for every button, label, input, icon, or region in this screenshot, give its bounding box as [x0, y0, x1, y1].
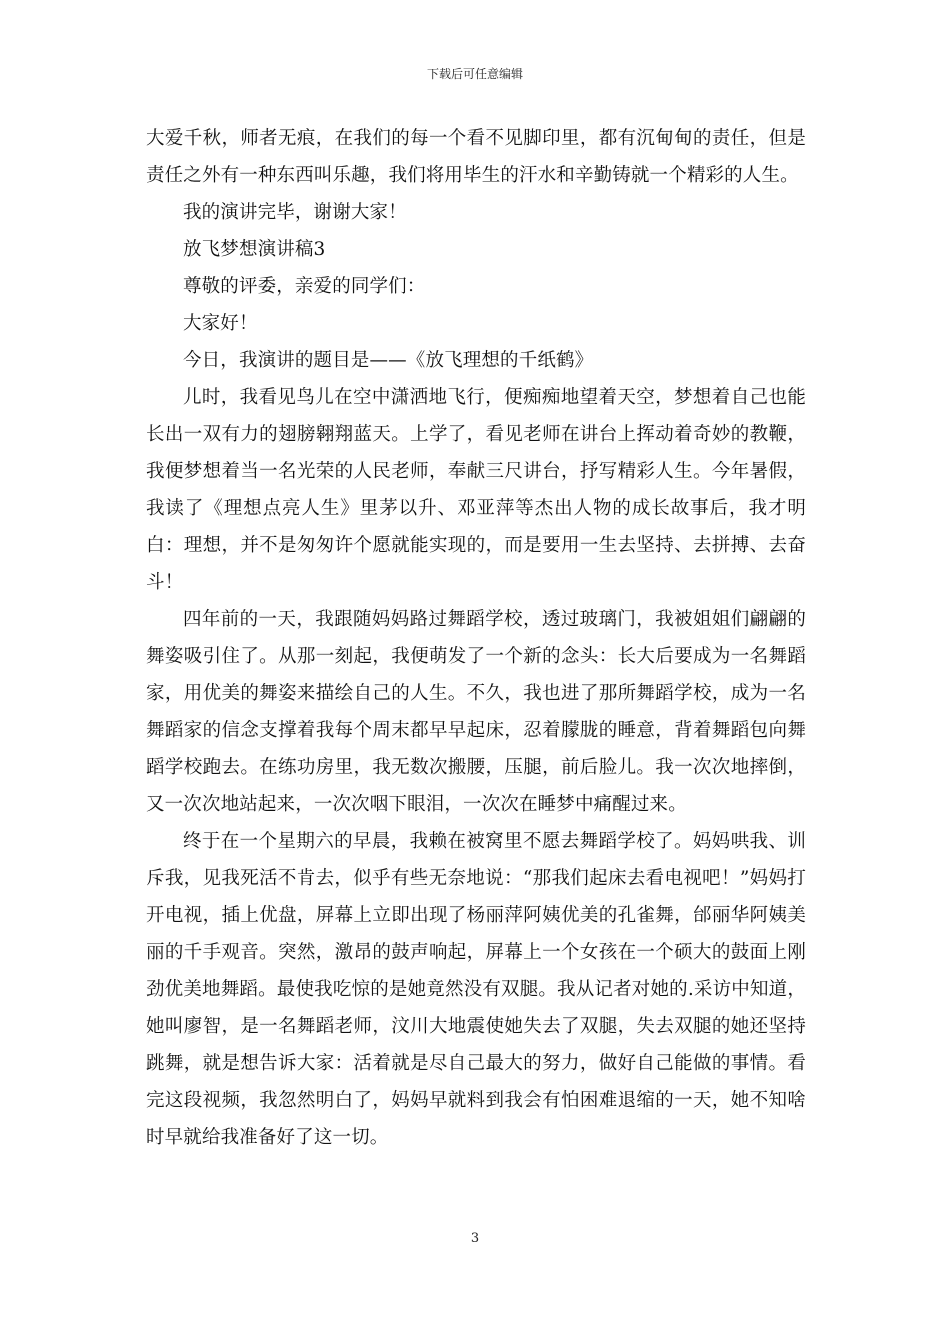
salutation: 尊敬的评委，亲爱的同学们：	[183, 276, 426, 297]
paragraph: 终于在一个星期六的早晨，我赖在被窝里不愿去舞蹈学校了。妈妈哄我、训斥我，见我死活不肯去，似乎有些无奈地说：“那我们起床去看电视吧！”妈妈打开电视，插上优盘，屏幕上立即出现了杨丽萍阿姨优美的孔雀舞，邰丽华阿姨美丽的千手观音。突然，激昂的鼓声响起，屏幕上一个女孩在一个硕大的鼓面上刚劲优美地舞蹈。最使我吃惊的是她竟然没有双腿。我从记者对她的.采访中知道，她叫廖智，是一名舞蹈老师，汶川大地震使她失去了双腿，失去双腿的她还坚持跳舞，就是想告诉大家：活着就是尽自己最大的努力，做好自己能做的事情。看完这段视频，我忽然明白了，妈妈早就料到我会有怕困难退缩的一天，她不知啥时早就给我准备好了这一切。	[146, 831, 806, 1148]
paragraph: 四年前的一天，我跟随妈妈路过舞蹈学校，透过玻璃门，我被姐姐们翩翩的舞姿吸引住了。从那一刻起，我便萌发了一个新的念头：长大后要成为一名舞蹈家，用优美的舞姿来描绘自己的人生。不久，我也进了那所舞蹈学校，成为一名舞蹈家的信念支撑着我每个周末都早早起床，忍着朦胧的睡意，背着舞蹈包向舞蹈学校跑去。在练功房里，我无数次搬腰，压腿，前后脸儿。我一次次地摔倒，又一次次地站起来，一次次咽下眼泪，一次次在睡梦中痛醒过来。	[146, 609, 806, 815]
document-body	[146, 120, 806, 1156]
greeting: 大家好！	[183, 313, 258, 334]
page-number: 3	[470, 1231, 480, 1246]
paragraph: 儿时，我看见鸟儿在空中潇洒地飞行，便痴痴地望着天空，梦想着自己也能长出一双有力的翅膀翱翔蓝天。上学了，看见老师在讲台上挥动着奇妙的教鞭，我便梦想着当一名光荣的人民老师，奉献三尺讲台，抒写精彩人生。今年暑假，我读了《理想点亮人生》里茅以升、邓亚萍等杰出人物的成长故事后，我才明白：理想，并不是匆匆许个愿就能实现的，而是要用一生去坚持、去拼搏、去奋斗！	[146, 387, 806, 593]
paragraph: 我的演讲完毕，谢谢大家！	[183, 202, 407, 223]
speech-topic: 今日，我演讲的题目是——《放飞理想的千纸鹤》	[183, 350, 594, 371]
page-header: 下载后可任意编辑	[426, 67, 523, 81]
paragraph: 大爱千秋，师者无痕，在我们的每一个看不见脚印里，都有沉甸甸的责任，但是责任之外有一种东西叫乐趣，我们将用毕生的汗水和辛勤铸就一个精彩的人生。	[146, 128, 806, 186]
section-title: 放飞梦想演讲稿3	[183, 239, 326, 260]
